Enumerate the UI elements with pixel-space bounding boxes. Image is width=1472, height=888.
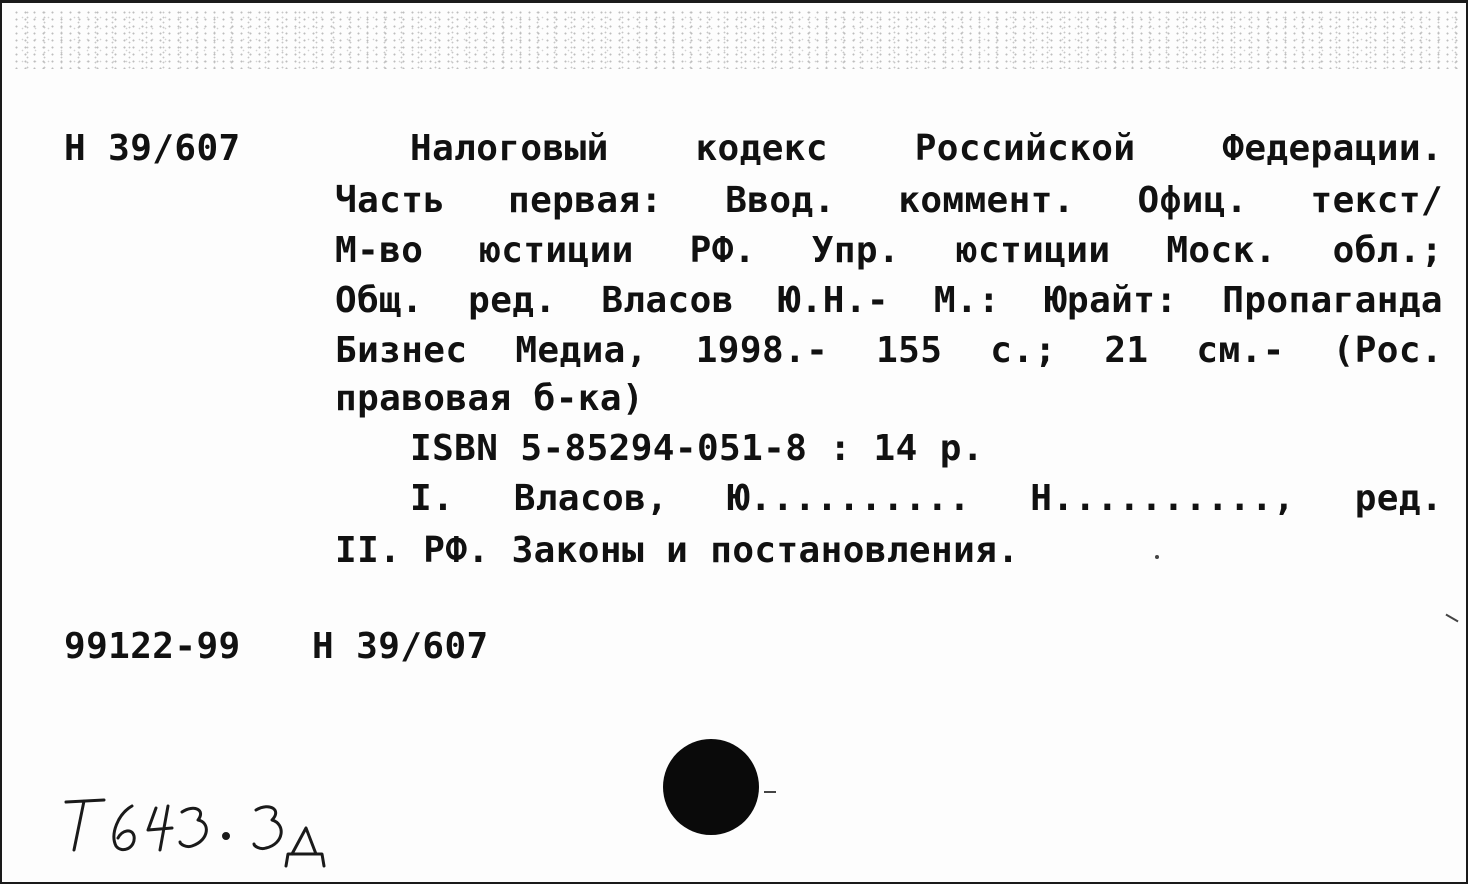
tracing-line-1: I. Власов, Ю.......... Н.........., ред.: [410, 478, 1443, 519]
title-line-3: М-во юстиции РФ. Упр. юстиции Моск. обл.;: [335, 230, 1443, 271]
call-number-bottom: Н 39/607: [312, 626, 489, 667]
mark: [764, 791, 776, 793]
isbn-line: ISBN 5-85294-051-8 : 14 р.: [410, 428, 984, 469]
title-line-5: Бизнес Медиа, 1998.- 155 с.; 21 см.- (Рос.: [335, 330, 1443, 371]
tracing-line-2: II. РФ. Законы и постановления.: [335, 530, 1020, 571]
accession-number: 99122-99: [64, 626, 241, 667]
mark: [1155, 555, 1159, 559]
title-line-2: Часть первая: Ввод. коммент. Офиц. текст/: [335, 180, 1443, 221]
title-line-1: Налоговый кодекс Российской Федерации.: [410, 128, 1443, 169]
handwritten-note: [60, 788, 360, 878]
title-line-4: Общ. ред. Власов Ю.Н.- М.: Юрайт: Пропаганда: [335, 280, 1443, 321]
call-number-top: Н 39/607: [64, 128, 241, 169]
scan-noise: [12, 9, 1462, 69]
punch-hole: [663, 739, 759, 835]
mark: [1445, 614, 1458, 623]
title-line-6: правовая б-ка): [335, 378, 645, 419]
